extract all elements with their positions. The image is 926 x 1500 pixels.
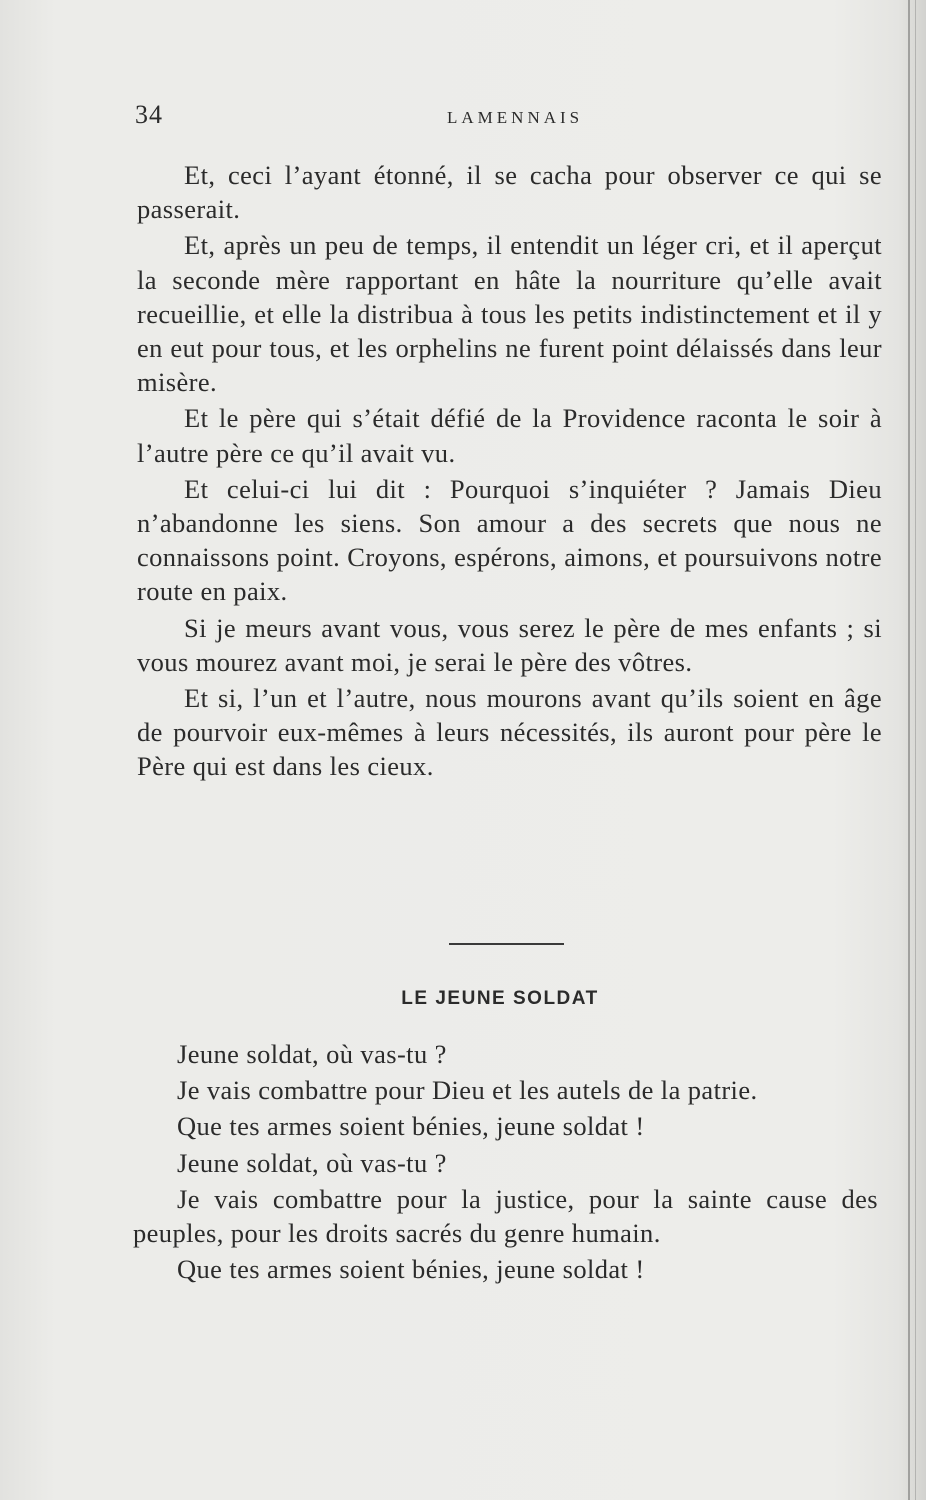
page-number: 34 — [135, 100, 163, 129]
section-divider — [449, 943, 564, 945]
body-text — [137, 158, 882, 784]
paragraph: Et celui-ci lui dit : Pourquoi s’inquiéter ? Jamais Dieu n’abandonne les siens. Son amour a des secrets que nous ne connaissons point. Croyons, espérons, aimons, et poursuivons notre route en paix. — [137, 473, 882, 607]
section-line: Je vais combattre pour Dieu et les autels de la patrie. — [177, 1075, 758, 1106]
page-edge-shadow — [915, 0, 916, 1500]
paragraph: Et le père qui s’était défié de la Providence raconta le soir à l’autre père ce qu’il avait vu. — [137, 403, 882, 468]
paragraph: Et si, l’un et l’autre, nous mourons avant qu’ils soient en âge de pourvoir eux-mêmes à leurs nécessités, ils auront pour père le Père qui est dans les cieux. — [137, 683, 882, 782]
section-line: Que tes armes soient bénies, jeune soldat ! — [177, 1111, 645, 1142]
section-line: Je vais combattre pour la justice, pour la sainte cause des peuples, pour les droits sacrés du genre humain. — [133, 1183, 878, 1249]
paragraph: Et, après un peu de temps, il entendit un léger cri, et il aperçut la seconde mère rapportant en hâte la nourriture qu’elle avait recueillie, et elle la distribua à tous les petits indistinctement et il y en eut pour tous, et les orphelins ne furent point délaissés dans leur misère. — [137, 230, 882, 398]
paragraph: Si je meurs avant vous, vous serez le père de mes enfants ; si vous mourez avant moi, je serai le père des vôtres. — [137, 612, 882, 677]
page-edge-shadow — [908, 0, 910, 1500]
section-line: Jeune soldat, où vas-tu ? — [177, 1147, 447, 1178]
page-header — [135, 100, 855, 134]
section-text — [133, 1037, 878, 1286]
running-title: LAMENNAIS — [447, 108, 584, 127]
paragraph: Et, ceci l’ayant étonné, il se cacha pour observer ce qui se passerait. — [137, 160, 882, 225]
section-line: Jeune soldat, où vas-tu ? — [177, 1039, 447, 1069]
section-title: LE JEUNE SOLDAT — [401, 988, 599, 1009]
section-line: Que tes armes soient bénies, jeune soldat ! — [177, 1254, 645, 1285]
